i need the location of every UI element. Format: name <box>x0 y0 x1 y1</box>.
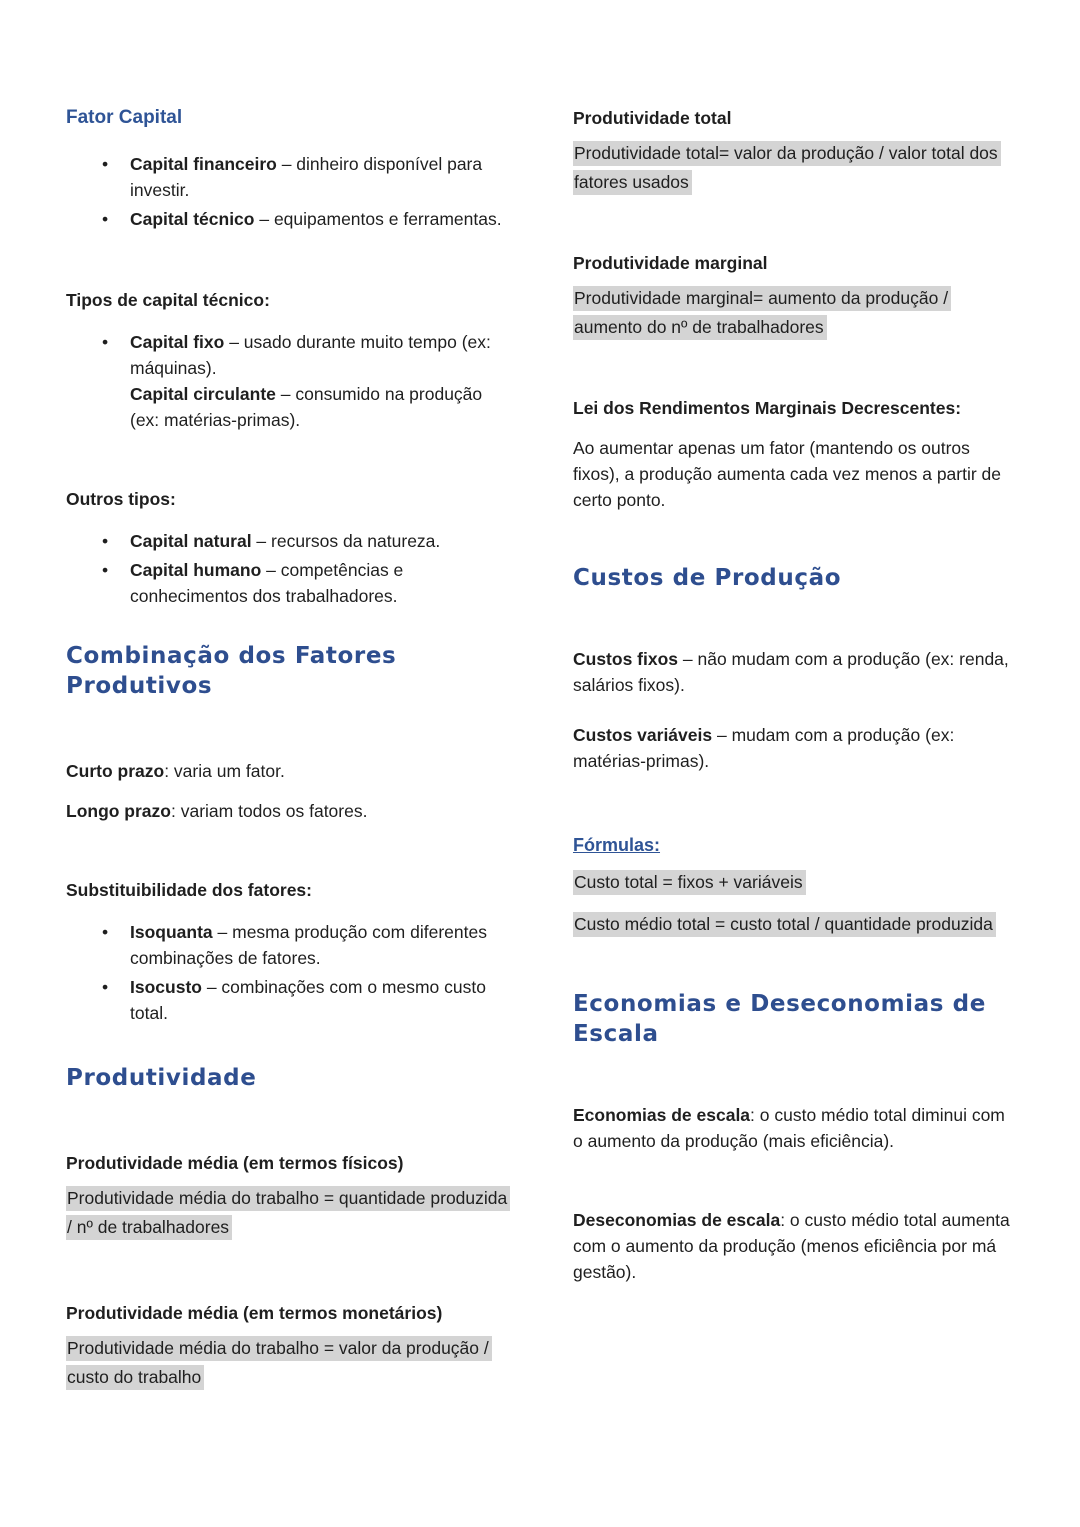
term-bold: Custos variáveis <box>573 725 713 745</box>
term-definition: – recursos da natureza. <box>251 531 441 551</box>
term-definition: – consumido na produção (ex: matérias-primas). <box>130 384 483 430</box>
fator-capital-list <box>66 151 516 232</box>
paragraph-lei-rendimentos: Ao aumentar apenas um fator (mantendo os outros fixos), a produção aumenta cada vez menos a partir de certo ponto. <box>573 438 1002 510</box>
tipos-capital-tecnico-list <box>66 329 516 433</box>
heading-economias-deseconomias: Economias e Deseconomias de Escala <box>573 991 986 1047</box>
formula-custo-medio-total <box>573 910 1019 939</box>
heading-produtividade-media-fisicos: Produtividade média (em termos físicos) <box>66 1153 404 1173</box>
term-bold: Capital humano <box>130 560 262 580</box>
term-bold: Isoquanta <box>130 922 213 942</box>
paragraph-custos-fixos <box>573 646 1019 698</box>
term-bold: Longo prazo <box>66 801 171 821</box>
heading-substituibilidade: Substituibilidade dos fatores: <box>66 880 312 900</box>
substituibilidade-list <box>66 919 516 1026</box>
term-definition: – mesma produção com diferentes combinações de fatores. <box>130 922 487 968</box>
formula-produtividade-marginal <box>573 284 1019 342</box>
term-bold: Capital técnico <box>130 209 255 229</box>
term-definition: – usado durante muito tempo (ex: máquinas). <box>130 332 491 378</box>
list-item-capital-fixo <box>66 329 516 433</box>
term-bold: Isocusto <box>130 977 202 997</box>
term-definition: – não mudam com a produção (ex: renda, salários fixos). <box>573 649 1009 695</box>
heading-custos-producao: Custos de Produção <box>573 565 842 591</box>
highlighted-formula: Produtividade marginal= aumento da produção / aumento do nº de trabalhadores <box>573 286 951 340</box>
paragraph-deseconomias-escala <box>573 1207 1019 1285</box>
list-item-capital-financeiro <box>66 151 516 203</box>
highlighted-formula: Custo médio total = custo total / quantidade produzida <box>573 912 996 937</box>
line-capital-fixo <box>130 332 491 378</box>
term-definition: – dinheiro disponível para investir. <box>130 154 483 200</box>
right-column <box>573 105 1019 1285</box>
list-item-capital-natural <box>66 528 516 554</box>
term-bold: Capital circulante <box>130 384 276 404</box>
heading-outros-tipos: Outros tipos: <box>66 489 176 509</box>
list-item-isoquanta <box>66 919 516 971</box>
paragraph-longo-prazo <box>66 798 516 824</box>
term-definition: – competências e conhecimentos dos trabalhadores. <box>130 560 404 606</box>
highlighted-formula: Produtividade média do trabalho = quantidade produzida / nº de trabalhadores <box>66 1186 510 1240</box>
heading-produtividade-marginal: Produtividade marginal <box>573 253 768 273</box>
paragraph-curto-prazo <box>66 758 516 784</box>
outros-tipos-list <box>66 528 516 609</box>
formula-produtividade-media-fisica <box>66 1184 516 1242</box>
list-item-isocusto <box>66 974 516 1026</box>
heading-produtividade-media-monetarios: Produtividade média (em termos monetários) <box>66 1303 443 1323</box>
term-bold: Economias de escala <box>573 1105 751 1125</box>
left-column <box>66 105 516 1392</box>
heading-lei-rendimentos: Lei dos Rendimentos Marginais Decrescentes: <box>573 398 962 418</box>
term-definition: – combinações com o mesmo custo total. <box>130 977 486 1023</box>
paragraph-custos-variaveis <box>573 722 1019 774</box>
term-bold: Deseconomias de escala <box>573 1210 781 1230</box>
term-definition: – mudam com a produção (ex: matérias-primas). <box>573 725 955 771</box>
heading-produtividade-total: Produtividade total <box>573 108 732 128</box>
formula-produtividade-total <box>573 139 1019 197</box>
term-definition: : o custo médio total diminui com o aumento da produção (mais eficiência). <box>573 1105 1005 1151</box>
highlighted-formula: Custo total = fixos + variáveis <box>573 870 806 895</box>
heading-produtividade: Produtividade <box>66 1065 257 1091</box>
term-bold: Capital natural <box>130 531 252 551</box>
highlighted-formula: Produtividade média do trabalho = valor da produção / custo do trabalho <box>66 1336 492 1390</box>
term-definition: : variam todos os fatores. <box>170 801 368 821</box>
heading-fator-capital: Fator Capital <box>66 107 183 128</box>
term-bold: Capital fixo <box>130 332 225 352</box>
line-capital-circulante <box>130 381 516 433</box>
highlighted-formula: Produtividade total= valor da produção / valor total dos fatores usados <box>573 141 1001 195</box>
term-definition: : o custo médio total aumenta com o aumento da produção (menos eficiência por má gestão). <box>573 1210 1010 1282</box>
formula-produtividade-media-monetaria <box>66 1334 516 1392</box>
term-bold: Custos fixos <box>573 649 679 669</box>
term-definition: : varia um fator. <box>164 761 285 781</box>
paragraph-economias-escala <box>573 1102 1019 1154</box>
term-bold: Curto prazo <box>66 761 165 781</box>
heading-tipos-capital-tecnico: Tipos de capital técnico: <box>66 290 270 310</box>
list-item-capital-humano <box>66 557 516 609</box>
term-definition: – equipamentos e ferramentas. <box>254 209 502 229</box>
heading-combinacao-fatores: Combinação dos Fatores Produtivos <box>66 643 397 699</box>
formula-custo-total <box>573 868 1019 897</box>
list-item-capital-tecnico <box>66 206 516 232</box>
heading-formulas: Fórmulas: <box>573 835 661 855</box>
term-bold: Capital financeiro <box>130 154 277 174</box>
